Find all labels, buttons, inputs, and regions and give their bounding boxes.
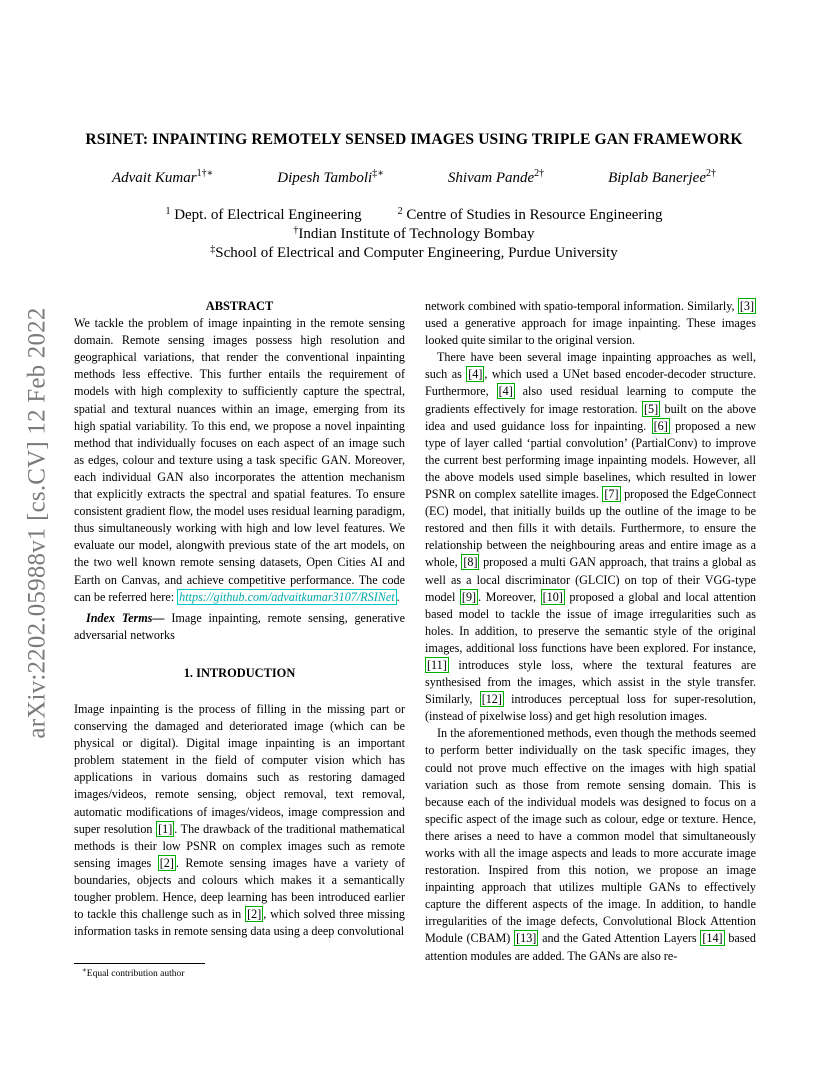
right-column [425, 298, 756, 965]
abstract-body: We tackle the problem of image inpainting in the remote sensing domain. Remote sensing images possess high resolution and geographical variations, that render the conventional inpainting methods less effective. This further entails the requirement of models with high complexity to sufficiently capture the spectral, spatial and textural nuances within an image, emerging from its high spatial variability. To this end, we propose a novel inpainting method that individually focuses on each aspect of an image such as edges, colour and texture using a task specific GAN. Moreover, each individual GAN also incorporates the attention mechanism that explicitly extracts the spectral and spatial features. To ensure consistent gradient flow, the model uses residual learning paradigm, thus simultaneously working with high and low level features. We evaluate our model, alongwith previous state of the art models, on the two well known remote sensing datasets, Open Cities AI and Earth on Canvas, and achieve competitive performance. The code can be referred here: https://github.com/advaitkumar3107/RSINet . [74, 316, 405, 604]
paper-title: RSINET: INPAINTING REMOTELY SENSED IMAGES USING TRIPLE GAN FRAMEWORK [85, 131, 743, 148]
footnote-rule [74, 963, 205, 964]
citation-link[interactable]: [6] [653, 418, 668, 433]
citation-link[interactable]: [9] [461, 589, 477, 604]
left-column [74, 298, 405, 940]
citation-link[interactable]: [5] [643, 401, 659, 416]
author-list [80, 168, 748, 187]
author: Dipesh Tamboli‡∗ [277, 168, 384, 186]
citation-link[interactable]: [12] [481, 692, 502, 707]
citation-link[interactable]: [7] [604, 487, 619, 502]
citation-link[interactable]: [11] [427, 657, 447, 672]
index-terms: Index Terms— Image inpainting, remote sensing, generative adversarial networks [74, 610, 406, 642]
footnote: ∗Equal contribution author [82, 966, 185, 980]
citation-link[interactable]: [13] [516, 931, 537, 946]
intro-paragraph-2: There have been several image inpainting approaches as well, such as [4] , which used a UNet based encoder-decoder structure. Furthermore, [4] also used residual learning to compute the gradients effectively for image restoration. [5] built on the above idea and used guidance loss for inpainting. [6] proposed a new type of layer called ‘partial convolution’ (PartialConv) to improve the current best performing image inpainting models. However, all the above models used simple baselines, which resulted in lower PSNR on complex satellite images. [7] proposed the EdgeConnect (EC) model, that initially builds up the outline of the image to be restored and then fills it with details. Furthermore, to ensure the relationship between the neighbouring areas and entire image as a whole, [8] proposed a multi GAN approach, that trains a global as well as a local discriminator (GLCIC) on top of their VGG-type model [9] . Moreover, [10] proposed a global and local attention based model to tackle the issue of image irregularities such as holes. In addition, to preserve the semantic style of the original images, additional loss functions have been explored. For instance, [11] introduces style loss, where the textural features are synthesised from the images, which assist in the style transfer. Similarly, [12] introduces perceptual loss for super-resolution, (instead of pixelwise loss) and get high resolution images. [425, 350, 756, 724]
intro-heading: 1. INTRODUCTION [183, 665, 296, 680]
intro-paragraph-1: Image inpainting is the process of filling in the missing part or conserving the damaged and deteriorated image (which can be physical or digital). Digital image inpainting is an important problem statement in the field of computer vision which has applications in various domains such as restoring damaged images/videos, remote sensing, object removal, text removal, automatic modifications of images/videos, image compression and super resolution [1] . The drawback of the traditional mathematical methods is their low PSNR on complex images such as remote sensing images [2] . Remote sensing images have a variety of boundaries, objects and colours which makes it a semantically tougher problem. Hence, deep learning has been introduced earlier to tackle this challenge such as in [2] , which solved three missing information tasks in remote sensing data using a deep convolutional [74, 701, 405, 939]
author: Biplab Banerjee$^{2\dagger}$ [608, 168, 716, 186]
citation-link[interactable]: [10] [542, 589, 563, 604]
citation-link[interactable]: [3] [739, 299, 754, 313]
affiliation-line-3: ‡School of Electrical and Computer Engineering, Purdue University [210, 244, 618, 261]
citation-link[interactable]: [2] [159, 855, 174, 870]
affiliation-line-1: $^1$ Dept. of Electrical Engineering $^2$ Centre of Studies in Resource Engineering [165, 206, 663, 223]
intro-paragraph-3: In the aforementioned methods, even though the methods seemed to perform better individually on the task specific images, they could not prove much effective on the images with high spatial variation such as those from remote sensing domain. This is because each of the individual models was designed to focus on a specific aspect of the image such as colour, edge or texture. Hence, there arises a need to have a common model that simultaneously works with all the image aspects and leads to more accurate image restoration. Inspired from this notion, we propose an image inpainting approach that utilizes multiple GANs to effectively capture the different aspects of the image. In addition, to handle irregularities of the image defects, Convolutional Block Attention Module (CBAM) [13] and the Gated Attention Layers [14] based attention modules are added. The GANs are also re- [425, 726, 756, 963]
arxiv-stamp: arXiv:2202.05988v1 [cs.CV] 12 Feb 2022 [24, 306, 52, 739]
intro-paragraph-1-continued: network combined with spatio-temporal information. Similarly, [3] used a generative approach for image inpainting. These images looked quite similar to the original version. [425, 299, 756, 348]
citation-link[interactable]: [2] [247, 907, 262, 922]
citation-link[interactable]: [8] [463, 555, 478, 570]
citation-link[interactable]: [14] [702, 931, 723, 946]
author: Advait Kumar$^{1\dagger∗}$ [111, 168, 214, 186]
citation-link[interactable]: [1] [158, 821, 173, 836]
author: Shivam Pande$^{2\dagger}$ [447, 168, 545, 186]
citation-link[interactable]: [4] [498, 384, 513, 399]
abstract-heading: ABSTRACT [205, 299, 274, 313]
code-link[interactable]: https://github.com/advaitkumar3107/RSINet [179, 589, 395, 604]
citation-link[interactable]: [4] [468, 367, 483, 382]
affiliation-line-2: †Indian Institute of Technology Bombay [293, 225, 535, 242]
